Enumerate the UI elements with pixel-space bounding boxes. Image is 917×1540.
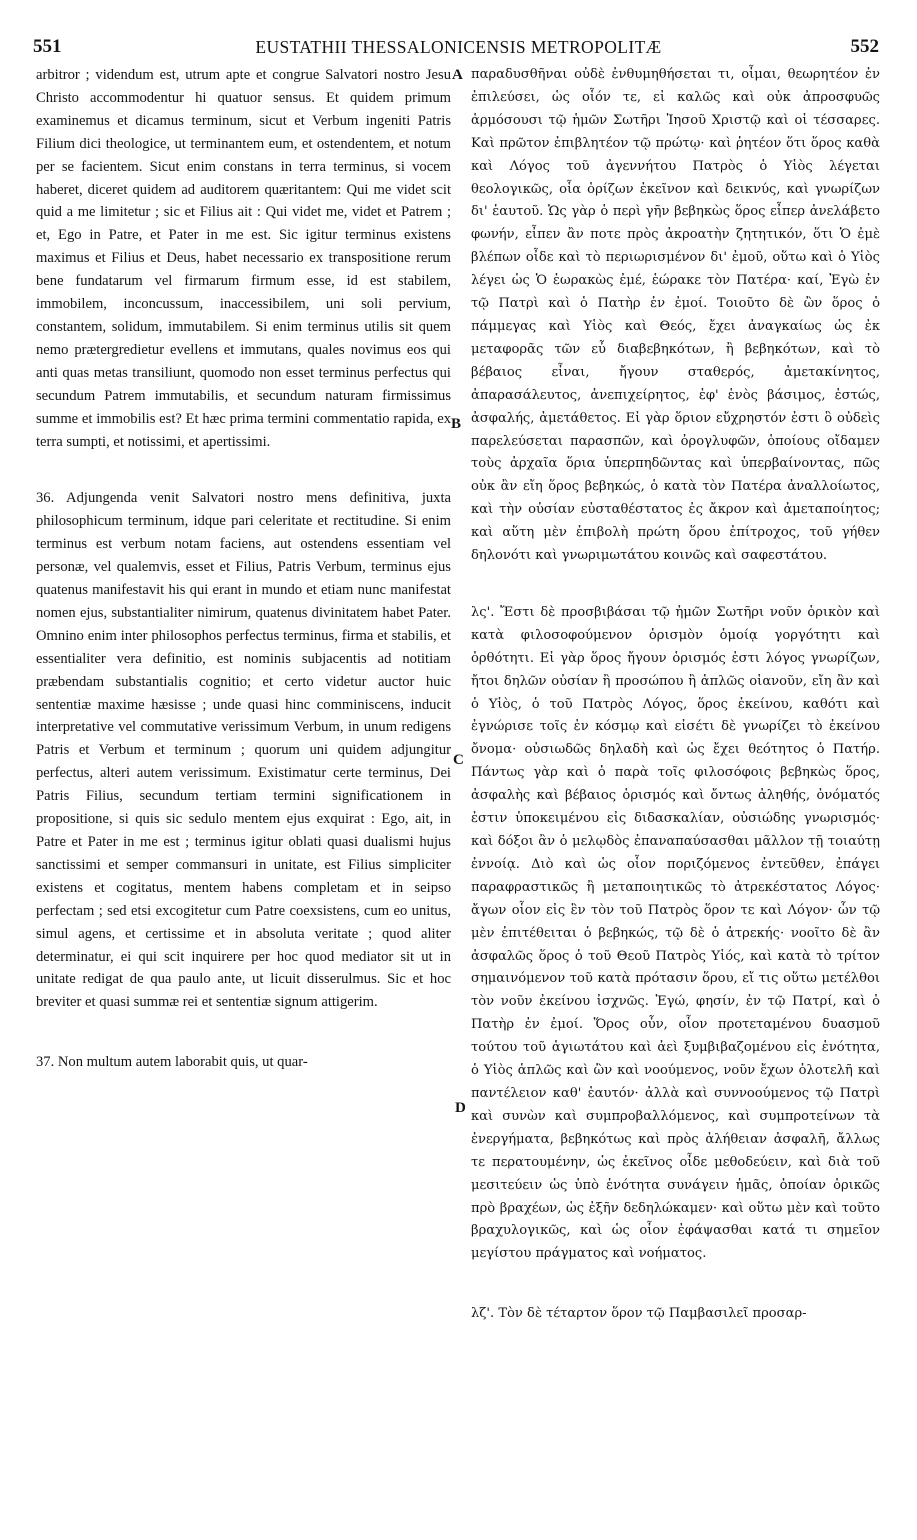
latin-column	[36, 64, 451, 1074]
margin-letter-c: C	[453, 752, 464, 768]
running-title: EUSTATHII THESSALONICENSIS METROPOLITÆ	[255, 37, 662, 57]
margin-letter-d: D	[455, 1100, 466, 1116]
latin-paragraph: arbitror ; videndum est, utrum apte et congrue Salvatori nostro Jesu Christo accommodentur hi quatuor sensus. Et quidem primum examinemus et dicamus terminum, sicut et Verbum ingeniti Patris Filium dici theologice, ut terminantem eum, et ostendentem, et notum per se facientem. Sicut enim constans in terra terminus, si vocem haberet, diceret quidem ad auditorem quæritantem: Qui me videt scit quid a me limitetur ; sic et Filius ait : Qui videt me, videt et Patrem ; et, Ego in Patre, et Pater in me est. Sic igitur terminus existens maximus et Filius et Deus, habet necessario ex transpositione rerum bene fundatarum vel firmarum firmum esse, id est stabilem, immobilem, inconcussum, inaccessibilem, uni soli pervium, constantem, solidum, immutabilem. Si enim terminus utilis sit quem nemo prætergredietur evellens et immutans, quales novimus eos qui anti quas metas transiliunt, quomodo non esset terminus perfectus qui secundum Patrem immutabilis, et secundum naturam firmissimus summe et immobilis est? Et hæc prima termini commentatio rapida, ex terra sumpti, et notissimi, et apertissimi.	[36, 67, 451, 450]
latin-paragraph: 37. Non multum autem laborabit quis, ut quar-	[36, 1054, 308, 1071]
greek-paragraph: λζ'. Τὸν δὲ τέταρτον ὅρον τῷ Παμβασιλεῖ προσαρ-	[471, 1306, 807, 1322]
greek-paragraph: λς'. Ἔστι δὲ προσβιβάσαι τῷ ἡμῶν Σωτῆρι νοῦν ὁρικὸν καὶ κατὰ φιλοσοφούμενον ὁρισμὸν ὁμοίᾳ γοργότητι καὶ ὀρθότητι. Εἰ γὰρ ὅρος ἤγουν ὁρισμός ἐστι λόγος γνωρίζων, ἤτοι δηλῶν οὐσίαν ἢ προσώπου ἢ ἁπλῶς οἱανοῦν, εἴη ἂν καὶ ὁ Υἱὸς, ὁ τοῦ Πατρὸς Λόγος, ὅρος ἐκείνου, καθότι καὶ ἐγνώρισε τοῖς ἐν κόσμῳ καὶ εἰσέτι δὲ γνωρίζει τὸ ἐκείνου ὄνομα· οὐσιωδῶς δηλαδὴ καὶ ὡς ἔχει θεότητος ὁ Πατήρ. Πάντως γὰρ καὶ ὁ παρὰ τοῖς φιλοσόφοις βεβηκὼς ὅρος, ἀσφαλὴς καὶ βέβαιος ὁρισμός καὶ ὄντως ἀληθής, ὀνόματός ἐστιν ὑποκειμένου εἰς διδασκαλίαν, οὐσιώδης γνωρισμός· καὶ δόξοι ἂν ὁ μελῳδὸς ἐπαναπαύσασθαι μᾶλλον τῇ τοιαύτῃ ἐννοίᾳ. Διὸ καὶ ὡς οἷον ποριζόμενος ἐντεῦθεν, ἐπάγει παραφραστικῶς ἢ μεταποιητικῶς τὸ ἀτρεκέστατος Λόγος· ἄγων οἷον εἰς ἓν τὸν τοῦ Πατρὸς ὅρον τε καὶ Λόγον· ὧν τῷ μὲν ἐπιτέθειται ὁ βεβηκώς, τῷ δὲ ὁ ἀτρεκής· νοοῖτο δὲ ἂν ἀσφαλῶς ὅρος ὁ τοῦ Θεοῦ Πατρὸς Υἱός, καὶ κατὰ τὸ τρίτον σημαινόμενον τοῦ κατὰ πρότασιν ὅρου, εἴ τις οὕτω μετέλθοι τὸν νοῦν ἐκείνου ἰσχνῶς. Ἐγώ, φησίν, ἐν τῷ Πατρί, καὶ ὁ Πατὴρ ἐν ἐμοί. Ὅρος οὖν, οἷον προτεταμένου δυασμοῦ τούτου τοῦ ἁγιωτάτου καὶ ἀεὶ ξυμβιβαζομένου εἰς ἑνότητα, ὁ Υἱὸς ἁπλῶς καὶ ὢν καὶ νοούμενος, νοῦν ἔχων ὁλοτελῆ καὶ παντέλειον καθ' ἑαυτόν· ἀλλὰ καὶ συννοούμενος τῷ Πατρὶ καὶ συνὼν καὶ συμπροβαλλόμενος, καὶ συμπροτείνων τὰ ἐνεργήματα, βεβηκότως καὶ πρὸς ἀλήθειαν ἀσφαλῆ, ἄλλως τε περατουμένην, ὡς ἐκεῖνος οἶδε μεθοδεύειν, καὶ διὰ τοῦ μεσιτεύειν ὡς ὑπὸ ἑνότητα συνάγειν ἡμᾶς, ὁποίαν ὁρικῶς πρὸ βραχέων, ὡς ἐξῆν δεδηλώκαμεν· καὶ οὕτω μὲν καὶ τοῦτο βραχυλογικῶς, καὶ ὡς οἷον ἐφάψασθαι κατά τι σημεῖον μεγίστου πράγματος καὶ νοήματος.	[471, 604, 880, 1262]
greek-paragraph: παραδυσθῆναι οὐδὲ ἐνθυμηθήσεται τι, οἶμαι, θεωρητέον ἐν ἐπιλεύσει, ὡς οἷόν τε, εἰ καλῶς καὶ οὐκ ἀπροσφυῶς ἁρμόσουσι τῷ ἡμῶν Σωτῆρι Ἰησοῦ Χριστῷ καὶ οἱ τέσσαρες. Καὶ πρῶτον ἐπιβλητέον τῷ πρώτῳ· καὶ ῥητέον ὅτι ὅρος καθὰ καὶ Λόγος τοῦ ἀγεννήτου Πατρὸς ὁ Υἱὸς λέγεται θεολογικῶς, οἷα ὁρίζων ἐκεῖνον καὶ δεικνύς, καὶ γνωρίζων δι' ἑαυτοῦ. Ὡς γὰρ ὁ περὶ γῆν βεβηκὼς ὅρος εἶπερ ἀνελάβετο φωνήν, εἶπεν ἂν ποτε πρὸς ἀκροατὴν ζητητικόν, ὅτι Ὁ ἐμὲ βλέπων οἶδε καὶ τὸ περιωρισμένον δι' ἐμοῦ, οὕτω καὶ ὁ Υἱὸς λέγει ὡς Ὁ ἑωρακὼς ἐμέ, ἑώρακε τὸν Πατέρα· καί, Ἐγὼ ἐν τῷ Πατρὶ καὶ ὁ Πατὴρ ἐν ἐμοί. Τοιοῦτο δὲ ὢν ὅρος ὁ πάμμεγας καὶ Υἱὸς καὶ Θεός, ἔχει ἀναγκαίως ὡς ἐκ μεταφορᾶς τῶν εὖ διαβεβηκότων, ἢ βεβηκότων, καὶ τὸ βέβαιος εἶναι, ἤγουν σταθερός, ἀμετακίνητος, ἀπαρασάλευτος, ἀνεπιχείρητος, ἐφ' ἑνὸς βάσιμος, ἐστώς, ἀσφαλής, ἀμετάθετος. Εἰ γὰρ ὅριον εὔχρηστόν ἐστι ὃ οὐδεὶς παρελεύσεται παρασπῶν, καὶ ὀρογλυφῶν, ὁποίους οἴδαμεν τοὺς ἀρχαῖα ὅρια ὑπερπηδῶντας καὶ ὑπερβαίνοντας, πῶς οὐκ ἂν εἴη ὅρος βεβηκώς, ὁ κατὰ τὸν Πατέρα ἀναλλοίωτος, καὶ τὴν οὐσίαν εὐσταθέστατος ἐς ἄκρον καὶ ἀμεταποίητος; καὶ αὕτη μὲν ἐπιβολὴ πρώτη ὅρου ἐπίτροχος, τοῦ γήθεν δηλονότι καὶ γνωριμωτάτου κοινῶς καὶ σαφεστάτου.	[471, 67, 880, 564]
page-number-left: 551	[33, 36, 62, 57]
running-header	[0, 36, 917, 60]
margin-letter-b: B	[451, 416, 462, 432]
margin-letter-a: A	[452, 67, 463, 83]
page-number-right: 552	[850, 36, 879, 57]
latin-paragraph: 36. Adjungenda venit Salvatori nostro mens definitiva, juxta philosophicum terminum, idque pari celeritate et rectitudine. Si enim terminus est verbum notam faciens, aut ostendens essentiam vel personæ, vel qualemvis, esset et Filius, Patris Verbum, terminus ejus quatenus manifestavit his qui erant in mundo et etiam nunc manifestat nomen ejus, substantialiter nimirum, quatenus divinitatem habet Pater. Omnino enim inter philosophos perfectus terminus, firma et stabilis, et essentialiter vera definitio, est nominis subjacentis ad notitiam præbendam substantialis cognitio; et certo videtur auctor huic sententiæ maxime hæsisse ; unde quasi hinc comminiscens, inducit interpretative vel commutative verissimum Verbum, in unum redigens Patris et Verbum et terminum ; quorum uni quidem adjungitur perfectus, alteri autem verissimum. Existimatur certe terminus, Dei Patris Filius, secundum tertiam termini significationem in propositione, si quis sic sedulo mentem ejus exquirat : Ego, ait, in Patre et Pater in me est ; terminus igitur oblati quasi dualismi hujus sanctissimi et semper commansuri in unitate, est Filius simpliciter existens et cogitatus, mentem habens completam et in seipso perfectam ; sed etsi excogitetur cum Patre coexsistens, cum eo unitus, simul agens, et certissime et in absoluta veritate ; quod aliter determinatur, ei qui scit inquirere per hoc quod mediator sit ut in unitate redigat de qua paulo ante, ut licuit disserulmus. Sic et hoc breviter et quasi summæ rei et sententiæ signum attigerim.	[36, 490, 451, 1011]
greek-column	[471, 64, 880, 1326]
